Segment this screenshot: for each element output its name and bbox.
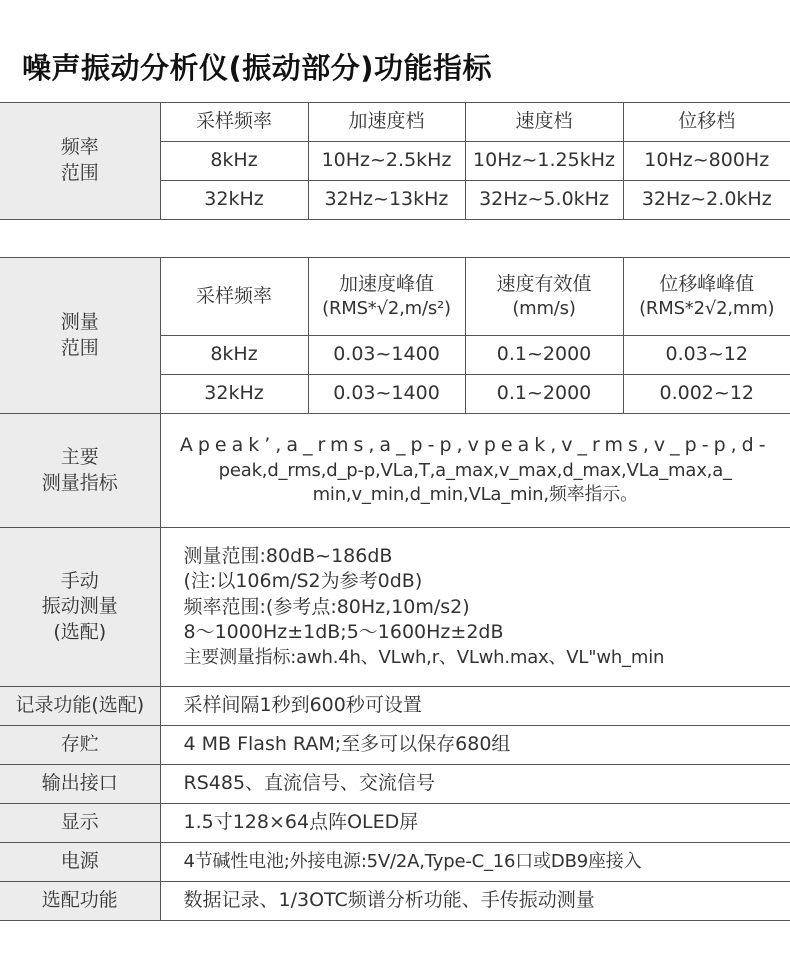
- header-velocity-rms: 速度有效值 (mm/s): [465, 258, 623, 336]
- page-title: 噪声振动分析仪(振动部分)功能指标: [22, 51, 493, 85]
- record-function-label: 记录功能(选配): [0, 687, 160, 726]
- table-cell: 8kHz: [160, 336, 308, 375]
- table-row: [0, 414, 790, 528]
- table-row: [0, 882, 790, 921]
- table-row: [0, 726, 790, 765]
- output-interface-value: RS485、直流信号、交流信号: [160, 765, 790, 804]
- table-row: [0, 765, 790, 804]
- specification-table: [0, 257, 790, 921]
- main-indicators-value: Apeak’,a_rms,a_p-p,vpeak,v_rms,v_p-p,d- peak,d_rms,d_p-p,VLa,T,a_max,v_max,d_max,VLa_max,a_ min,v_min,d_min,VLa_min,频率指示。: [160, 414, 790, 528]
- table-cell: 0.1~2000: [465, 375, 623, 414]
- frequency-range-table: [0, 102, 790, 220]
- record-function-value: 采样间隔1秒到600秒可设置: [160, 687, 790, 726]
- table-row: [0, 687, 790, 726]
- display-label: 显示: [0, 804, 160, 843]
- table-row: [0, 804, 790, 843]
- table-cell: 10Hz~800Hz: [623, 142, 790, 181]
- storage-value: 4 MB Flash RAM;至多可以保存680组: [160, 726, 790, 765]
- header-sampling-frequency: 采样频率: [160, 258, 308, 336]
- optional-functions-label: 选配功能: [0, 882, 160, 921]
- display-value: 1.5寸128×64点阵OLED屏: [160, 804, 790, 843]
- optional-functions-value: 数据记录、1/3OTC频谱分析功能、手传振动测量: [160, 882, 790, 921]
- output-interface-label: 输出接口: [0, 765, 160, 804]
- header-acceleration-range: 加速度档: [308, 103, 465, 142]
- table-cell: 32Hz~5.0kHz: [465, 181, 623, 220]
- table-cell: 0.03~1400: [308, 336, 465, 375]
- table-cell: 0.002~12: [623, 375, 790, 414]
- measure-range-label: 测量 范围: [0, 258, 160, 414]
- table-cell: 10Hz~1.25kHz: [465, 142, 623, 181]
- header-acceleration-peak: 加速度峰值 (RMS*√2,m/s²): [308, 258, 465, 336]
- table-cell: 8kHz: [160, 142, 308, 181]
- table-cell: 0.1~2000: [465, 336, 623, 375]
- main-indicators-label: 主要 测量指标: [0, 414, 160, 528]
- header-displacement-peak-to-peak: 位移峰峰值 (RMS*2√2,mm): [623, 258, 790, 336]
- manual-vibration-label: 手动 振动测量 (选配): [0, 528, 160, 687]
- table-cell: 32kHz: [160, 181, 308, 220]
- storage-label: 存贮: [0, 726, 160, 765]
- table-cell: 10Hz~2.5kHz: [308, 142, 465, 181]
- table-row: [0, 528, 790, 687]
- frequency-range-label: 频率 范围: [0, 103, 160, 220]
- table-cell: 32Hz~13kHz: [308, 181, 465, 220]
- header-velocity-range: 速度档: [465, 103, 623, 142]
- power-label: 电源: [0, 843, 160, 882]
- table-cell: 32kHz: [160, 375, 308, 414]
- power-value: 4节碱性电池;外接电源:5V/2A,Type-C_16口或DB9座接入: [160, 843, 790, 882]
- table-row: [0, 843, 790, 882]
- manual-vibration-value: 测量范围:80dB~186dB (注:以106m/S2为参考0dB) 频率范围:(参考点:80Hz,10m/s2) 8～1000Hz±1dB;5～1600Hz±2dB 主要测量指标:awh.4h、VLwh,r、VLwh.max、VL"wh_min: [160, 528, 790, 687]
- table-cell: 0.03~12: [623, 336, 790, 375]
- header-displacement-range: 位移档: [623, 103, 790, 142]
- table-cell: 0.03~1400: [308, 375, 465, 414]
- header-sampling-frequency: 采样频率: [160, 103, 308, 142]
- table-cell: 32Hz~2.0kHz: [623, 181, 790, 220]
